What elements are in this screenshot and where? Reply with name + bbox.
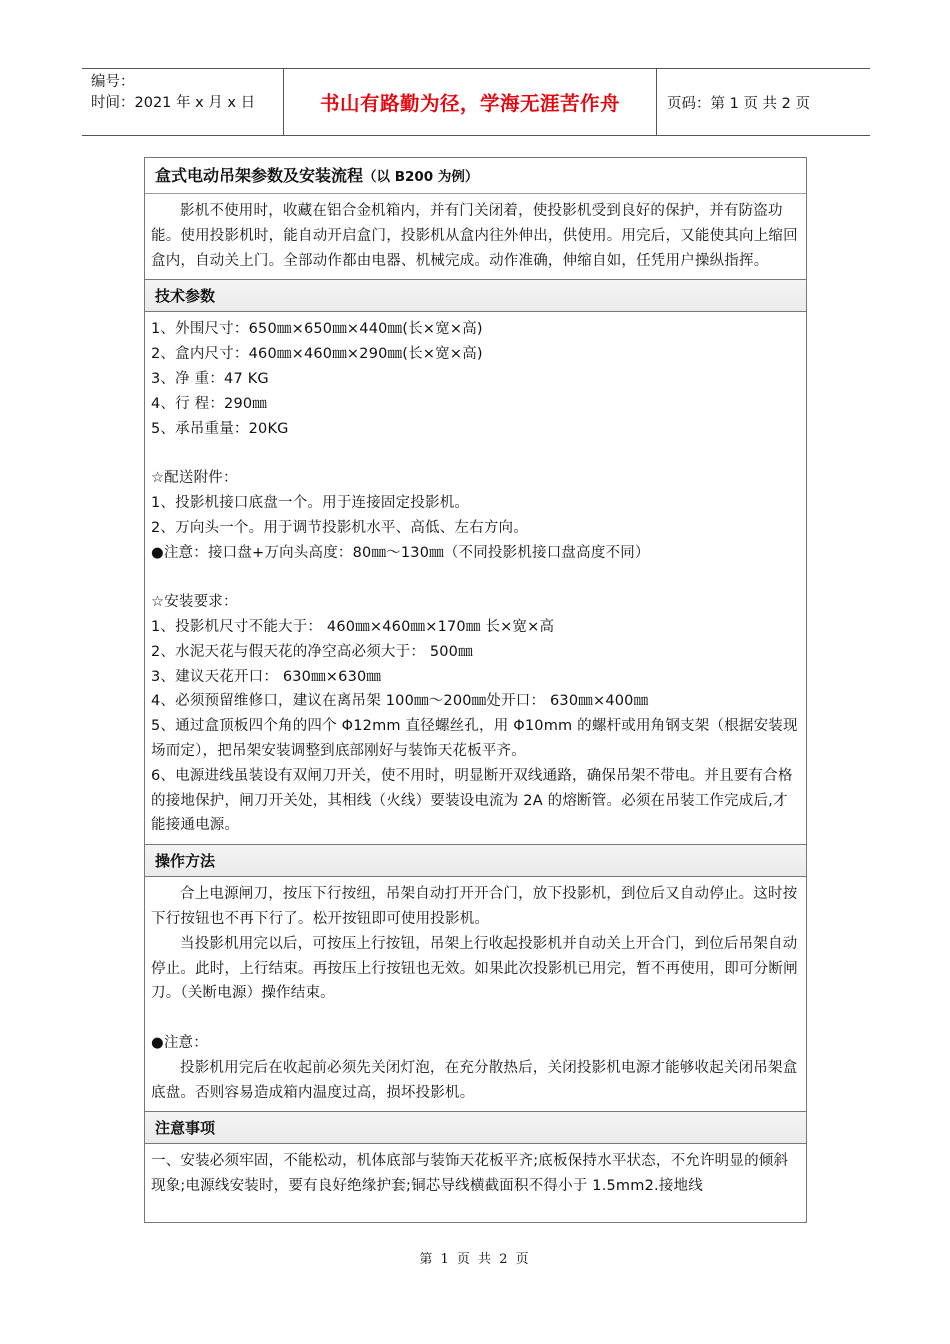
page-header — [82, 68, 870, 136]
spec-line: 1、外围尺寸：650㎜×650㎜×440㎜(长×宽×高) — [151, 321, 483, 338]
install-line: 1、投影机尺寸不能大于： 460㎜×460㎜×170㎜ 长×宽×高 — [151, 618, 555, 635]
operation-note-title: ●注意： — [151, 1034, 208, 1051]
header-motto: 书山有路勤为径，学海无涯苦作舟 — [283, 69, 657, 135]
document-table — [144, 157, 807, 1223]
date-label: 时间：2021 年 x 月 x 日 — [91, 95, 256, 111]
operation-paragraph: 当投影机用完以后，可按压上行按钮，吊架上行收起投影机并自动关上开合门，到位后吊架自动停止。此时，上行结束。再按压上行按钮也无效。如果此次投影机已用完，暂不再使用，即可分断闸刀。（关断电源）操作结束。 — [151, 935, 798, 1002]
install-title: ☆安装要求： — [151, 594, 238, 611]
section-title-operation: 操作方法 — [145, 844, 806, 877]
document-title — [145, 158, 806, 194]
section-title-notes: 注意事项 — [145, 1111, 806, 1144]
accessory-note: ●注意：接口盘+万向头高度：80㎜～130㎜（不同投影机接口盘高度不同） — [151, 544, 650, 561]
title-suffix: （以 B200 为例） — [363, 169, 479, 185]
number-label: 编号： — [91, 74, 135, 90]
spec-line: 2、盒内尺寸：460㎜×460㎜×290㎜(长×宽×高) — [151, 346, 483, 363]
install-line: 5、通过盒顶板四个角的四个 Φ12mm 直径螺丝孔，用 Φ10mm 的螺杆或用角钢支架（根据安装现场而定），把吊架安装调整到底部刚好与装饰天花板平齐。 — [151, 718, 798, 759]
operation-note: 投影机用完后在收起前必须先关闭灯泡，在充分散热后，关闭投影机电源才能够收起关闭吊架盒底盘。否则容易造成箱内温度过高，损坏投影机。 — [151, 1059, 798, 1101]
notes-block — [145, 1144, 806, 1205]
header-meta — [82, 69, 283, 135]
header-page-label: 页码：第 1 页 共 2 页 — [667, 95, 810, 112]
spec-line: 5、承吊重量：20KG — [151, 420, 289, 437]
tech-block — [145, 312, 806, 844]
intro-paragraph: 影机不使用时，收藏在铝合金机箱内，并有门关闭着，使投影机受到良好的保护，并有防盗功能。使用投影机时，能自动开启盒门，投影机从盒内往外伸出，供使用。用完后，又能使其向上缩回盒内，自动关上门。全部动作都由电器、机械完成。动作准确，伸缩自如，任凭用户操纵指挥。 — [151, 203, 798, 269]
section-title-tech: 技术参数 — [145, 279, 806, 312]
install-line: 3、建议天花开口： 630㎜×630㎜ — [151, 668, 382, 685]
spec-line: 4、行 程：290㎜ — [151, 395, 268, 412]
operation-paragraph: 合上电源闸刀，按压下行按纽，吊架自动打开开合门，放下投影机，到位后又自动停止。这时按下行按钮也不再下行了。松开按钮即可使用投影机。 — [151, 886, 798, 927]
install-line: 4、必须预留维修口，建议在离吊架 100㎜～200㎜处开口： 630㎜×400㎜ — [151, 693, 649, 710]
title-main: 盒式电动吊架参数及安装流程 — [155, 166, 364, 185]
install-line: 2、水泥天花与假天花的净空高必须大于： 500㎜ — [151, 643, 473, 660]
intro-block — [145, 194, 806, 279]
spec-line: 3、净 重：47 KG — [151, 370, 269, 387]
accessories-title: ☆配送附件： — [151, 470, 238, 487]
install-line: 6、电源进线虽装设有双闸刀开关，使不用时，明显断开双线通路，确保吊架不带电。并且要有合格的接地保护，闸刀开关处，其相线（火线）要装设电流为 2A 的熔断管。必须在吊装工作完成后,才能接通电源。 — [151, 767, 793, 834]
notes-paragraph: 一、安装必须牢固，不能松动，机体底部与装饰天花板平齐;底板保持水平状态，不允许明显的倾斜现象;电源线安装时，要有良好绝缘护套;铜芯导线横截面积不得小于 1.5mm2.接地线 — [151, 1153, 789, 1195]
page-footer: 第 1 页 共 2 页 — [419, 1252, 531, 1267]
accessory-line: 2、万向头一个。用于调节投影机水平、高低、左右方向。 — [151, 519, 528, 536]
accessory-line: 1、投影机接口底盘一个。用于连接固定投影机。 — [151, 494, 470, 511]
operation-block — [145, 877, 806, 1111]
